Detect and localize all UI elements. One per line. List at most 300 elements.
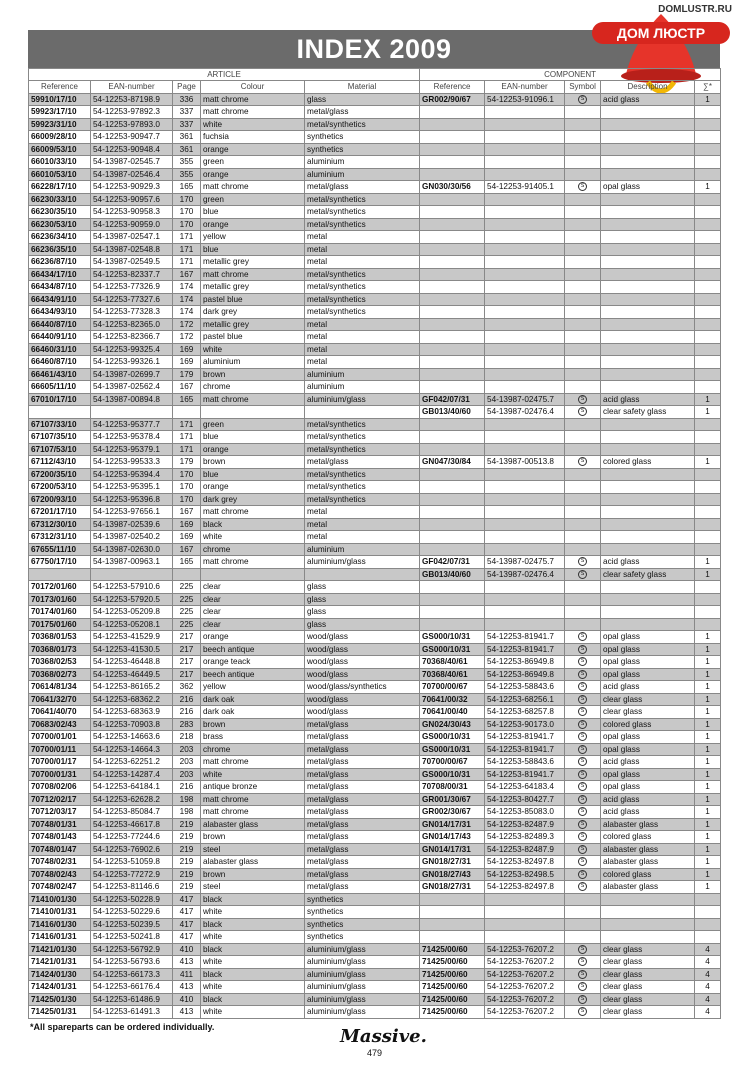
component-symbol [565, 893, 601, 906]
article-colour: fuchsia [201, 131, 305, 144]
table-row [29, 131, 721, 144]
component-quantity: 1 [695, 406, 721, 419]
component-ean [485, 931, 565, 944]
article-reference: 66440/87/10 [29, 318, 91, 331]
article-material: metal/synthetics [305, 281, 420, 294]
article-ean: 54-12253-46448.8 [91, 656, 173, 669]
article-reference: 71425/01/30 [29, 993, 91, 1006]
component-reference: GS000/10/31 [420, 768, 485, 781]
footnote: *All spareparts can be ordered individually. [30, 1022, 215, 1032]
component-ean: 54-12253-90173.0 [485, 718, 565, 731]
article-ean: 54-13987-02549.5 [91, 256, 173, 269]
article-reference: 70748/02/31 [29, 856, 91, 869]
article-page: 219 [173, 856, 201, 869]
component-ean [485, 168, 565, 181]
table-row [29, 793, 721, 806]
article-colour: brown [201, 456, 305, 469]
component-description: alabaster glass [601, 843, 695, 856]
article-ean: 54-12253-57910.6 [91, 581, 173, 594]
article-ean: 54-12253-41529.9 [91, 631, 173, 644]
component-ean: 54-13987-00513.8 [485, 456, 565, 469]
article-ean: 54-12253-77326.9 [91, 281, 173, 294]
component-ean: 54-12253-86949.8 [485, 656, 565, 669]
component-reference [420, 256, 485, 269]
component-reference [420, 893, 485, 906]
article-material: metal/synthetics [305, 468, 420, 481]
article-page: 355 [173, 156, 201, 169]
article-material: glass [305, 93, 420, 106]
component-quantity: 4 [695, 968, 721, 981]
article-ean: 54-12253-66176.4 [91, 981, 173, 994]
component-reference: GB013/40/60 [420, 406, 485, 419]
article-material: metal/synthetics [305, 118, 420, 131]
component-ean [485, 306, 565, 319]
article-colour: orange [201, 168, 305, 181]
component-reference [420, 418, 485, 431]
article-reference: 66434/87/10 [29, 281, 91, 294]
component-description [601, 431, 695, 444]
component-description: opal glass [601, 743, 695, 756]
component-description: acid glass [601, 793, 695, 806]
component-reference [420, 156, 485, 169]
component-quantity: 1 [695, 681, 721, 694]
article-ean: 54-12253-70903.8 [91, 718, 173, 731]
component-symbol [565, 518, 601, 531]
article-ean: 54-12253-95394.4 [91, 468, 173, 481]
component-symbol [565, 181, 601, 194]
component-symbol [565, 193, 601, 206]
table-row [29, 768, 721, 781]
article-ean: 54-13987-00963.1 [91, 556, 173, 569]
article-page: 165 [173, 556, 201, 569]
article-page: 174 [173, 293, 201, 306]
article-reference: 67107/35/10 [29, 431, 91, 444]
article-material [305, 568, 420, 581]
column-header: Reference [420, 81, 485, 94]
table-row [29, 293, 721, 306]
table-row [29, 806, 721, 819]
component-ean [485, 356, 565, 369]
component-ean [485, 518, 565, 531]
article-ean: 54-12253-50229.6 [91, 906, 173, 919]
article-material: wood/glass [305, 693, 420, 706]
article-page: 217 [173, 631, 201, 644]
component-ean: 54-12253-82497.8 [485, 881, 565, 894]
symbol-icon: S [578, 707, 587, 716]
article-reference: 66434/93/10 [29, 306, 91, 319]
article-colour: alabaster glass [201, 818, 305, 831]
component-quantity: 1 [695, 818, 721, 831]
article-page: 165 [173, 181, 201, 194]
article-colour: green [201, 193, 305, 206]
article-colour: white [201, 931, 305, 944]
component-description [601, 256, 695, 269]
article-reference: 67200/93/10 [29, 493, 91, 506]
article-colour: black [201, 918, 305, 931]
symbol-icon: S [578, 832, 587, 841]
article-colour: white [201, 906, 305, 919]
component-symbol [565, 568, 601, 581]
component-reference: 71425/00/60 [420, 1006, 485, 1019]
article-colour: orange [201, 143, 305, 156]
table-row [29, 331, 721, 344]
article-page: 219 [173, 818, 201, 831]
article-ean: 54-12253-41530.5 [91, 643, 173, 656]
article-page: 170 [173, 481, 201, 494]
component-quantity [695, 318, 721, 331]
component-description [601, 381, 695, 394]
component-ean [485, 143, 565, 156]
article-reference: 66605/11/10 [29, 381, 91, 394]
component-symbol [565, 106, 601, 119]
symbol-icon: S [578, 870, 587, 879]
component-symbol [565, 481, 601, 494]
article-ean: 54-12253-99533.3 [91, 456, 173, 469]
article-page: 172 [173, 331, 201, 344]
article-reference: 66010/33/10 [29, 156, 91, 169]
component-symbol [565, 843, 601, 856]
article-material: metal/glass [305, 781, 420, 794]
article-reference: 70683/02/43 [29, 718, 91, 731]
article-reference: 70614/81/34 [29, 681, 91, 694]
article-ean: 54-12253-50228.9 [91, 893, 173, 906]
component-quantity: 1 [695, 806, 721, 819]
component-description [601, 618, 695, 631]
article-colour: beech antique [201, 668, 305, 681]
symbol-icon: S [578, 845, 587, 854]
article-page: 336 [173, 93, 201, 106]
article-colour: white [201, 343, 305, 356]
article-material: metal/glass [305, 881, 420, 894]
article-ean: 54-12253-97892.3 [91, 106, 173, 119]
article-material: metal [305, 531, 420, 544]
article-reference: 67010/17/10 [29, 393, 91, 406]
article-material: metal [305, 243, 420, 256]
symbol-icon: S [578, 982, 587, 991]
article-reference: 71410/01/30 [29, 893, 91, 906]
symbol-icon: S [578, 757, 587, 766]
component-ean: 54-12253-76207.2 [485, 1006, 565, 1019]
component-description [601, 506, 695, 519]
article-page: 170 [173, 218, 201, 231]
component-ean: 54-12253-82497.8 [485, 856, 565, 869]
component-reference [420, 331, 485, 344]
component-quantity: 1 [695, 668, 721, 681]
article-material: aluminium/glass [305, 956, 420, 969]
article-colour: black [201, 993, 305, 1006]
article-reference: 70641/40/70 [29, 706, 91, 719]
component-reference: GN024/30/43 [420, 718, 485, 731]
article-page: 167 [173, 506, 201, 519]
article-colour: green [201, 418, 305, 431]
component-description [601, 281, 695, 294]
article-ean: 54-12253-68362.2 [91, 693, 173, 706]
component-reference: GR002/30/67 [420, 806, 485, 819]
component-description [601, 156, 695, 169]
article-material: metal/glass [305, 456, 420, 469]
component-symbol [565, 818, 601, 831]
article-page: 203 [173, 756, 201, 769]
article-material: wood/glass [305, 668, 420, 681]
article-colour: blue [201, 431, 305, 444]
article-material: aluminium [305, 368, 420, 381]
table-row [29, 868, 721, 881]
component-description: colored glass [601, 868, 695, 881]
article-page: 174 [173, 306, 201, 319]
component-ean: 54-12253-82498.5 [485, 868, 565, 881]
article-reference: 70712/03/17 [29, 806, 91, 819]
article-ean: 54-12253-90957.6 [91, 193, 173, 206]
component-quantity [695, 431, 721, 444]
component-description [601, 893, 695, 906]
component-quantity: 1 [695, 831, 721, 844]
article-reference: 66228/17/10 [29, 181, 91, 194]
article-colour: matt chrome [201, 268, 305, 281]
component-description [601, 131, 695, 144]
article-ean: 54-12253-97656.1 [91, 506, 173, 519]
article-colour: clear [201, 618, 305, 631]
article-material: metal [305, 356, 420, 369]
article-ean: 54-13987-02699.7 [91, 368, 173, 381]
article-colour: dark grey [201, 493, 305, 506]
article-material: glass [305, 581, 420, 594]
component-quantity [695, 531, 721, 544]
article-material: wood/glass [305, 656, 420, 669]
component-quantity: 4 [695, 943, 721, 956]
component-description [601, 243, 695, 256]
table-row [29, 743, 721, 756]
article-reference: 67112/43/10 [29, 456, 91, 469]
component-symbol [565, 131, 601, 144]
component-description: clear glass [601, 943, 695, 956]
article-ean: 54-13987-02545.7 [91, 156, 173, 169]
article-colour: orange teack [201, 656, 305, 669]
component-description [601, 206, 695, 219]
massive-brand-logo: Massive. [340, 1026, 427, 1047]
site-url[interactable]: DOMLUSTR.RU [658, 4, 732, 15]
component-reference [420, 193, 485, 206]
component-description: acid glass [601, 756, 695, 769]
component-quantity: 1 [695, 843, 721, 856]
component-quantity [695, 593, 721, 606]
article-material: metal/synthetics [305, 443, 420, 456]
component-ean [485, 106, 565, 119]
article-material: metal/glass [305, 843, 420, 856]
component-reference: 70368/40/61 [420, 656, 485, 669]
article-reference: 66440/91/10 [29, 331, 91, 344]
table-row [29, 193, 721, 206]
component-description [601, 906, 695, 919]
table-row [29, 668, 721, 681]
component-description: alabaster glass [601, 818, 695, 831]
component-symbol [565, 743, 601, 756]
article-colour: dark oak [201, 693, 305, 706]
component-description [601, 931, 695, 944]
article-page: 337 [173, 106, 201, 119]
symbol-icon: S [578, 182, 587, 191]
article-reference: 66230/33/10 [29, 193, 91, 206]
article-page: 169 [173, 343, 201, 356]
article-reference: 66230/35/10 [29, 206, 91, 219]
table-row [29, 931, 721, 944]
component-quantity [695, 543, 721, 556]
component-quantity [695, 381, 721, 394]
article-material: wood/glass [305, 706, 420, 719]
component-quantity: 1 [695, 393, 721, 406]
table-row [29, 118, 721, 131]
component-description: clear glass [601, 968, 695, 981]
table-row [29, 506, 721, 519]
article-colour: black [201, 893, 305, 906]
component-ean [485, 493, 565, 506]
component-ean [485, 606, 565, 619]
table-row [29, 93, 721, 106]
component-ean [485, 543, 565, 556]
component-ean: 54-12253-81941.7 [485, 743, 565, 756]
article-page: 203 [173, 743, 201, 756]
column-header: Colour [201, 81, 305, 94]
article-ean: 54-12253-90947.7 [91, 131, 173, 144]
article-ean: 54-12253-05208.1 [91, 618, 173, 631]
article-colour: brown [201, 368, 305, 381]
table-row [29, 143, 721, 156]
component-quantity [695, 368, 721, 381]
component-symbol [565, 993, 601, 1006]
component-quantity [695, 281, 721, 294]
column-header: Description [601, 81, 695, 94]
article-page: 216 [173, 706, 201, 719]
page-number: 479 [367, 1048, 383, 1058]
component-description [601, 493, 695, 506]
article-page: 171 [173, 431, 201, 444]
article-page: 337 [173, 118, 201, 131]
article-colour: white [201, 768, 305, 781]
article-material: glass [305, 593, 420, 606]
component-quantity [695, 931, 721, 944]
symbol-icon: S [578, 682, 587, 691]
component-reference: 70368/40/61 [420, 668, 485, 681]
component-symbol [565, 93, 601, 106]
component-quantity [695, 356, 721, 369]
article-colour: matt chrome [201, 806, 305, 819]
component-ean: 54-12253-76207.2 [485, 981, 565, 994]
component-symbol [565, 431, 601, 444]
component-symbol [565, 231, 601, 244]
component-symbol [565, 256, 601, 269]
article-ean: 54-12253-50239.5 [91, 918, 173, 931]
component-quantity [695, 418, 721, 431]
table-row [29, 368, 721, 381]
article-colour: white [201, 981, 305, 994]
table-row [29, 493, 721, 506]
component-description [601, 118, 695, 131]
component-symbol [565, 218, 601, 231]
component-symbol [565, 768, 601, 781]
component-quantity: 1 [695, 643, 721, 656]
component-quantity: 1 [695, 631, 721, 644]
component-description: opal glass [601, 631, 695, 644]
column-header: Material [305, 81, 420, 94]
component-ean [485, 318, 565, 331]
table-row [29, 218, 721, 231]
component-reference [420, 931, 485, 944]
article-material: metal/synthetics [305, 293, 420, 306]
table-row [29, 256, 721, 269]
article-ean: 54-12253-62628.2 [91, 793, 173, 806]
article-reference: 71424/01/31 [29, 981, 91, 994]
article-material: metal/glass [305, 818, 420, 831]
article-reference: 66236/35/10 [29, 243, 91, 256]
component-description: opal glass [601, 731, 695, 744]
component-reference: 70641/00/40 [420, 706, 485, 719]
component-description: opal glass [601, 768, 695, 781]
table-row [29, 268, 721, 281]
component-symbol [565, 268, 601, 281]
article-colour [201, 568, 305, 581]
article-material: synthetics [305, 931, 420, 944]
component-ean [485, 531, 565, 544]
article-reference: 66236/34/10 [29, 231, 91, 244]
component-reference [420, 468, 485, 481]
component-ean: 54-12253-68256.1 [485, 693, 565, 706]
article-material: synthetics [305, 906, 420, 919]
component-description: acid glass [601, 806, 695, 819]
article-page: 361 [173, 131, 201, 144]
table-row [29, 943, 721, 956]
article-reference: 67200/35/10 [29, 468, 91, 481]
component-ean: 54-12253-58843.6 [485, 681, 565, 694]
component-ean: 54-12253-76207.2 [485, 968, 565, 981]
component-description [601, 581, 695, 594]
component-symbol [565, 693, 601, 706]
article-colour: brass [201, 731, 305, 744]
component-description [601, 356, 695, 369]
article-group-header: ARTICLE [29, 69, 420, 81]
component-ean: 54-12253-82489.3 [485, 831, 565, 844]
component-symbol [565, 156, 601, 169]
article-page: 219 [173, 843, 201, 856]
table-row [29, 893, 721, 906]
component-symbol [565, 918, 601, 931]
article-colour: steel [201, 881, 305, 894]
component-ean: 54-13987-02475.7 [485, 393, 565, 406]
component-description [601, 231, 695, 244]
table-row [29, 381, 721, 394]
component-ean: 54-12253-76207.2 [485, 943, 565, 956]
article-ean: 54-12253-62251.2 [91, 756, 173, 769]
component-symbol [565, 1006, 601, 1019]
article-ean: 54-12253-81146.6 [91, 881, 173, 894]
component-quantity [695, 118, 721, 131]
article-reference: 67312/30/10 [29, 518, 91, 531]
component-symbol [565, 443, 601, 456]
table-row [29, 631, 721, 644]
component-quantity [695, 443, 721, 456]
component-quantity [695, 106, 721, 119]
article-material: aluminium/glass [305, 993, 420, 1006]
article-page: 217 [173, 656, 201, 669]
article-page: 198 [173, 806, 201, 819]
article-ean: 54-12253-68363.9 [91, 706, 173, 719]
table-row [29, 956, 721, 969]
article-material: metal/synthetics [305, 268, 420, 281]
article-colour [201, 406, 305, 419]
table-row [29, 981, 721, 994]
article-reference: 70748/02/43 [29, 868, 91, 881]
article-ean: 54-12253-56792.9 [91, 943, 173, 956]
article-ean: 54-12253-90929.3 [91, 181, 173, 194]
component-reference: GS000/10/31 [420, 731, 485, 744]
